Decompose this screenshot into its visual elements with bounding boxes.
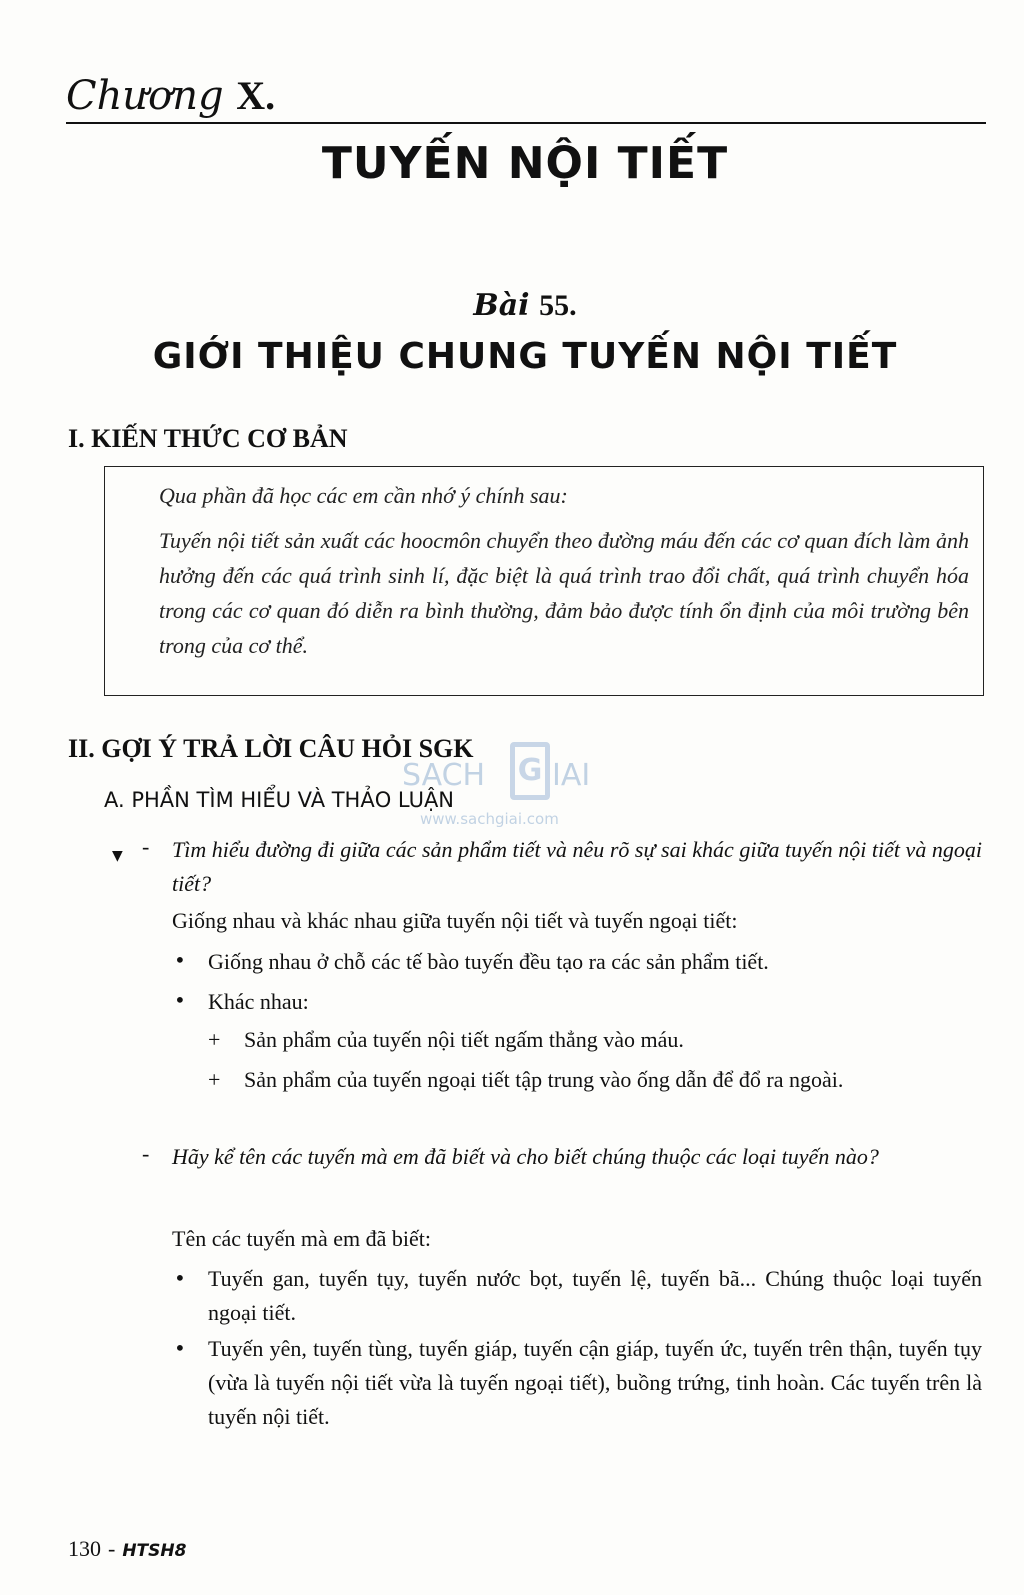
- triangle-marker-icon: ▼: [112, 848, 123, 864]
- chapter-word: Chương: [66, 73, 224, 119]
- watermark-text-right: IAI: [552, 758, 591, 793]
- chapter-number: X.: [236, 73, 276, 118]
- footer-separator: -: [108, 1536, 116, 1561]
- summary-box: [104, 466, 984, 696]
- chapter-title: TUYẾN NỘI TIẾT: [321, 138, 729, 189]
- book-code: HTSH8: [122, 1541, 187, 1561]
- bullet-icon: •: [174, 1336, 186, 1360]
- question-dash: -: [142, 834, 150, 859]
- chapter-divider: [66, 122, 986, 124]
- section-heading-basic-knowledge: I. KIẾN THỨC CƠ BẢN: [68, 424, 348, 453]
- summary-body: Tuyến nội tiết sản xuất các hoocmôn chuyển theo đường máu đến các cơ quan đích làm ảnh hưởng đến các quá trình sinh lí, đặc biệt là quá trình trao đổi chất, quá trình chuyển hóa trong các cơ quan đó diễn ra bình thường, đảm bảo được tính ổn định của môi trường bên trong của cơ thể.: [159, 528, 969, 658]
- page-footer: [68, 1536, 186, 1562]
- watermark-text-left: SACH: [402, 758, 486, 793]
- lesson-number-line: [0, 288, 1024, 323]
- watermark-box-icon: G: [510, 742, 550, 800]
- lesson-number: 55.: [539, 289, 577, 322]
- answer-2-bullet-endocrine: Tuyến yên, tuyến tùng, tuyến giáp, tuyến cận giáp, tuyến ức, tuyến trên thận, tuyến tụy (vừa là tuyến nội tiết vừa là tuyến ngoại tiết), buồng trứng, tinh hoàn. Các tuyến trên là tuyến nội tiết.: [208, 1336, 982, 1429]
- section-heading-answers: II. GỢI Ý TRẢ LỜI CÂU HỎI SGK: [68, 734, 474, 763]
- answer-2-bullet-exocrine: Tuyến gan, tuyến tụy, tuyến nước bọt, tuyến lệ, tuyến bã... Chúng thuộc loại tuyến ngoại tiết.: [208, 1266, 982, 1325]
- answer-1-plus-exocrine: Sản phẩm của tuyến ngoại tiết tập trung vào ống dẫn để đổ ra ngoài.: [244, 1067, 844, 1092]
- summary-intro: Qua phần đã học các em cần nhớ ý chính sau:: [159, 483, 568, 508]
- answer-1-bullet-different: Khác nhau:: [208, 989, 309, 1014]
- subsection-heading-discussion: A. PHẦN TÌM HIỂU VÀ THẢO LUẬN: [104, 788, 455, 812]
- question-2-text: Hãy kể tên các tuyến mà em đã biết và cho biết chúng thuộc các loại tuyến nào?: [172, 1144, 879, 1169]
- question-dash: -: [142, 1141, 150, 1166]
- plus-icon: +: [208, 1027, 221, 1052]
- bullet-icon: •: [174, 1266, 186, 1290]
- watermark-url: www.sachgiai.com: [420, 810, 559, 828]
- question-1-text: Tìm hiểu đường đi giữa các sản phẩm tiết và nêu rõ sự sai khác giữa tuyến nội tiết và ngoại tiết?: [172, 837, 982, 896]
- answer-1-intro: Giống nhau và khác nhau giữa tuyến nội tiết và tuyến ngoại tiết:: [172, 908, 738, 933]
- bullet-icon: •: [174, 948, 186, 972]
- answer-2-intro: Tên các tuyến mà em đã biết:: [172, 1226, 431, 1251]
- answer-1-bullet-similar: Giống nhau ở chỗ các tế bào tuyến đều tạo ra các sản phẩm tiết.: [208, 949, 769, 974]
- plus-icon: +: [208, 1067, 221, 1092]
- chapter-label: [66, 72, 275, 119]
- bullet-icon: •: [174, 988, 186, 1012]
- answer-1-plus-endocrine: Sản phẩm của tuyến nội tiết ngấm thẳng vào máu.: [244, 1027, 684, 1052]
- page-number: 130: [68, 1536, 101, 1561]
- lesson-label: Bài: [473, 288, 530, 323]
- lesson-title: GIỚI THIỆU CHUNG TUYẾN NỘI TIẾT: [152, 336, 898, 377]
